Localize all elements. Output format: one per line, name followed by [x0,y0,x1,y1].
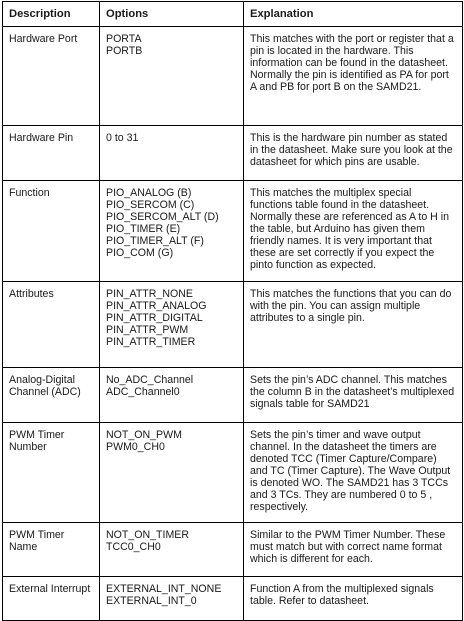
option-value: PIN_ATTR_PWM [106,324,189,336]
options-cell [100,126,244,181]
description-cell: PWM Timer Name [3,523,100,577]
option-value: TCC0_CH0 [106,541,161,553]
option-value: NOT_ON_TIMER [106,529,189,541]
options-cell [100,423,244,523]
options-table [2,1,463,621]
options-cell [100,27,244,126]
options-cell [100,282,244,368]
description-cell: Hardware Port [3,27,100,126]
header-explanation: Explanation [244,2,463,27]
header-options: Options [100,2,244,27]
description-cell: External Interrupt [3,577,100,621]
option-value: PORTA [106,33,142,45]
header-row [3,2,463,27]
option-value: PIN_ATTR_DIGITAL [106,312,203,324]
option-value: PIN_ATTR_NONE [106,288,193,300]
option-value: No_ADC_Channel [106,374,194,386]
options-cell [100,181,244,282]
option-value: PIN_ATTR_ANALOG [106,300,207,312]
option-value: PIN_ATTR_TIMER [106,336,196,348]
option-value: PORTB [106,45,143,57]
option-value: PIO_SERCOM_ALT (D) [106,211,219,223]
option-value: ADC_Channel0 [106,386,180,398]
description-cell: Function [3,181,100,282]
option-value: 0 to 31 [106,132,139,144]
table-row [3,577,463,621]
table-row [3,27,463,126]
table-row [3,181,463,282]
description-cell: Attributes [3,282,100,368]
option-value: NOT_ON_PWM [106,429,182,441]
table-row [3,523,463,577]
option-value: PIO_TIMER_ALT (F) [106,235,204,247]
explanation-cell: This matches the multiplex special functions table found in the datasheet. Normally these are referenced as A to H in the table, but Arduino has given them friendly names. It is very important that these are set correctly if you expect the pinto function as expected. [244,181,463,282]
explanation-cell: This matches the functions that you can do with the pin. You can assign multiple attributes to a single pin. [244,282,463,368]
options-cell [100,523,244,577]
option-value: EXTERNAL_INT_NONE [106,583,222,595]
explanation-cell: Similar to the PWM Timer Number. These must match but with correct name format which is different for each. [244,523,463,577]
explanation-cell: Function A from the multiplexed signals table. Refer to datasheet. [244,577,463,621]
table-row [3,423,463,523]
table-row [3,282,463,368]
explanation-cell: This is the hardware pin number as stated in the datasheet. Make sure you look at the datasheet for which pins are usable. [244,126,463,181]
option-value: PWM0_CH0 [106,441,165,453]
description-cell: Analog-Digital Channel (ADC) [3,368,100,423]
options-cell [100,577,244,621]
option-value: PIO_ANALOG (B) [106,187,192,199]
description-cell: Hardware Pin [3,126,100,181]
option-value: PIO_COM (G) [106,247,174,259]
explanation-cell: This matches with the port or register that a pin is located in the hardware. This information can be found in the datasheet. Normally the pin is identified as PA for port A and PB for port B on the SAMD21. [244,27,463,126]
option-value: EXTERNAL_INT_0 [106,595,197,607]
description-cell: PWM Timer Number [3,423,100,523]
table-row [3,126,463,181]
header-description: Description [3,2,100,27]
options-cell [100,368,244,423]
table-row [3,368,463,423]
explanation-cell: Sets the pin’s timer and wave output channel. In the datasheet the timers are denoted TCC (Timer Capture/Compare) and TC (Timer Capture). The Wave Output is denoted WO. The SAMD21 has 3 TCCs and 3 TCs. They are numbered 0 to 5 , respectively. [244,423,463,523]
option-value: PIO_SERCOM (C) [106,199,195,211]
explanation-cell: Sets the pin’s ADC channel. This matches the column B in the datasheet’s multiplexed signals table for SAMD21 [244,368,463,423]
option-value: PIO_TIMER (E) [106,223,181,235]
